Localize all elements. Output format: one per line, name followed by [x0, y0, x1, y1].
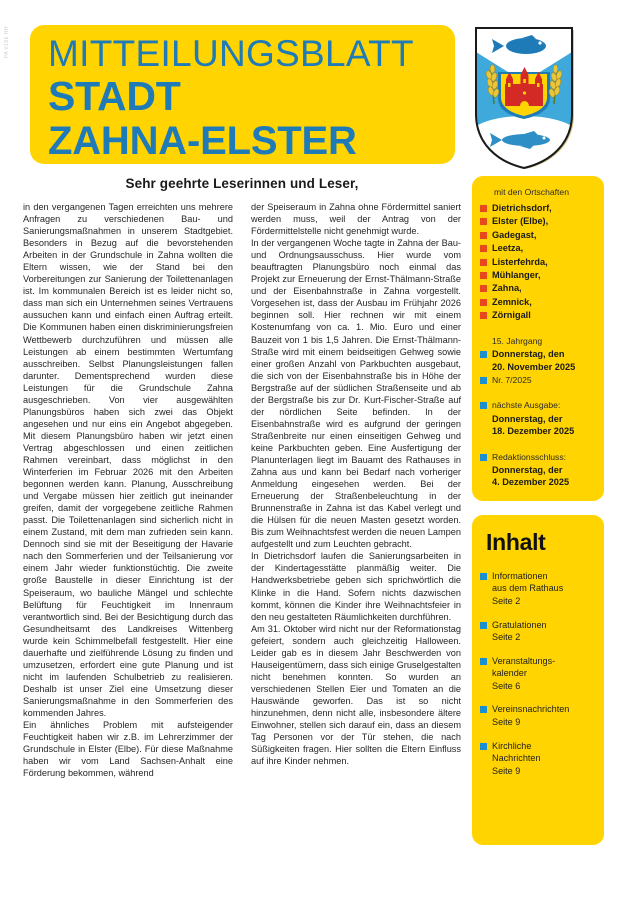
article-columns — [23, 201, 461, 779]
square-bullet-icon — [480, 312, 487, 319]
lead-article — [23, 176, 461, 779]
ortschaft-row — [480, 269, 596, 281]
coat-of-arms-icon — [470, 22, 578, 172]
masthead-title-mitteilungsblatt: MITTEILUNGSBLATT — [48, 33, 414, 74]
square-bullet-icon — [480, 259, 487, 266]
ortschaften-list — [480, 202, 596, 322]
inhalt-item-label: Gratulationen Seite 2 — [492, 619, 547, 643]
article-paragraph: in den vergangenen Tagen erreichten uns mehrere Anfragen zu verschiedenen Bau- und Sanierungsmaßnahmen in unserem Stadtgebiet. Besonders in Bezug auf die bevorstehenden Arbeiten in der Grundschule in Zahna wollten die Eltern wissen, wie der Stand bei den Vorbereitungen zur Sanierung der Toilettenanlagen ist. Im kommunalen Bereich ist es leider nicht so, dass man sich ein Unternehmen seines Vertrauens aussuchen kann und einfach einen Auftrag erteilt. Die Kommunen haben einen diskriminierungsfreien Wettbewerb durchzuführen und müssen alle Leistungen ab einem bestimmten Wertumfang ausschreiben. Selbst Planungsleistungen fallen darunter. Dementsprechend wurden diese Leistungen für die Grundschule Zahna ausgeschrieben. Von vier ausgewählten Planungsbüros haben sich zwei das Objekt angesehen und nur eins ein Angebot abgegeben. Mit diesem Planungsbüro haben wir jetzt einen Vertrag abgeschlossen und einen zeitlichen Rahmen vereinbart, dass möglichst in den Winterferien im Februar 2026 mit den Arbeiten begonnen werden kann. Planung, Ausschreibung und Vergabe müssen hier zeitlich gut ineinander greifen, damit der vorgegebene zeitliche Rahmen passt. Die Toilettenanlagen sind sicherlich nicht in einem Zustand, mit dem man zufrieden sein kann. Dennoch sind sie mit der Beseitigung der Havarie nach den Sommerferien und der Teilsanierung vor einem Jahr wieder funktionstüchtig. Die zweite große Baustelle in dieser Einrichtung ist der Speiseraum, wo bauliche Mängel und schlechte Belüftung für Feuchtigkeit im Innenraum verantwortlich sind. Bei der Besichtigung durch das Gesundheitsamt des Landkreises Wittenberg wurde kein Schimmelbefall festgestellt. Hier eine dauerhafte und zielführende Lösung zu finden und umzusetzen, erfordert eine gute Planung und ist nicht im laufenden Schulbetrieb zu realisieren. Deshalb ist unser Ziel eine Umsetzung dieser Sanierungsmaßnahme in den Sommerferien des kommenden Jahres. — [23, 202, 233, 718]
square-bullet-icon — [480, 218, 487, 225]
article-paragraph: Am 31. Oktober wird nicht nur der Reformationstag gefeiert, sondern auch gleichzeitig Halloween. Leider gab es in diesem Jahr Beschwerden von Hauseigentümern, dass sich einige Gruselgestalten nicht benehmen konnten. So wurden an verschiedenen Stellen Eier und Tomaten an die Hauswände geworfen. Das ist so nicht hinzunehmen, denn nicht alle, insbesondere ältere Einwohner, stellen sich darauf ein, dass an diesem Tag Personen vor der Tür stehen, die nach Süßigkeiten fragen. Hier sollten die Eltern Einfluss auf ihre Kinder nehmen. — [251, 623, 461, 767]
article-column-right — [251, 201, 461, 779]
masthead-banner — [30, 25, 455, 164]
deadline-line2: 4. Dezember 2025 — [492, 477, 570, 488]
masthead-title-stadt: STADT — [48, 73, 181, 119]
jahrgang-label: 15. Jahrgang — [492, 335, 543, 346]
issue-number-row — [480, 374, 596, 386]
square-bullet-icon — [480, 232, 487, 239]
table-of-contents-panel — [472, 515, 604, 845]
jahrgang-row — [480, 335, 596, 347]
article-paragraph: Ein ähnliches Problem mit aufsteigender Feuchtigkeit haben wir z.B. im Lehrerzimmer der Grundschule in Elster (Elbe). Für diese Maßnahme haben wir vom Land Sachsen-Anhalt eine Förderung bekommen, während — [23, 720, 233, 779]
article-column-left — [23, 201, 233, 779]
ortschaft-label: Mühlanger, — [492, 270, 541, 281]
issue-info-panel — [472, 176, 604, 501]
printer-mark: PA 0186 HH — [4, 26, 10, 59]
ortschaft-label: Gadegast, — [492, 229, 537, 240]
masthead-title-zahna-elster: ZAHNA-ELSTER — [48, 119, 357, 163]
next-issue-line1: Donnerstag, der — [492, 413, 563, 424]
ortschaften-caption: mit den Ortschaften — [494, 187, 569, 197]
ortschaft-row — [480, 215, 596, 227]
square-bullet-icon — [480, 351, 487, 358]
ortschaft-row — [480, 242, 596, 254]
square-bullet-icon — [480, 454, 487, 461]
square-bullet-icon — [480, 706, 487, 713]
ortschaft-row — [480, 229, 596, 241]
square-bullet-icon — [480, 285, 487, 292]
ortschaft-label: Zörnigall — [492, 310, 531, 321]
ortschaft-label: Elster (Elbe), — [492, 216, 549, 227]
article-paragraph: In der vergangenen Woche tagte in Zahna der Bau- und Ordnungsausschuss. Hier wurde vom beauftragten Planungsbüro noch einmal das Projekt zur Erneuerung der Ernst-Thälmann-Straße und der Eisenbahnstraße in Zahna vorgestellt. Vorgesehen ist, dass der Ausbau im Frühjahr 2026 beginnen soll. Hier rechnen wir mit einem Kostenumfang von ca. 1. Mio. Euro und einer Bauzeit von 1 bis 1,5 Jahren. Die Ernst-Thälmann-Straße wird mit einem beidseitigen Gehweg sowie einer großen Anzahl von Parkbuchten ausgebaut, die sich von der Eisenbahnstraße bis in Höhe der Bergstraße auf der südlichen Straßenseite und ab der Bergstraße bis zur Dr. Kurt-Fischer-Straße auf der nördlichen Seite befinden. In der Eisenbahnstraße wird es aufgrund der geringen Straßenbreite nur einen einseitigen Gehweg und keine Parkbuchten geben. Eine Ausfertigung der Planunterlagen liegt im Bauamt des Rathauses in Zahna aus und kann bei Bedarf nach vorheriger Anmeldung eingesehen werden. Bei der Erneuerung der Straßenbeleuchtung in der Brunnenstraße in Zahna ist das Kabel verlegt und die Hülsen für die neuen Masten gesetzt worden. Bis zum Weihnachtsfest werden die neuen Lampen aufgestellt und zum Leuchten gebracht. — [251, 238, 461, 550]
square-bullet-icon — [480, 245, 487, 252]
square-bullet-icon — [480, 658, 487, 665]
issue-meta — [480, 335, 596, 387]
inhalt-item[interactable] — [480, 655, 596, 693]
ortschaft-label: Listerfehrda, — [492, 256, 548, 267]
inhalt-item-label: Veranstaltungs- kalender Seite 6 — [492, 655, 556, 691]
ortschaft-label: Zemnick, — [492, 296, 532, 307]
square-bullet-icon — [480, 299, 487, 306]
inhalt-item-label: Vereinsnachrichten Seite 9 — [492, 704, 570, 728]
square-bullet-icon — [480, 272, 487, 279]
inhalt-item-label: Kirchliche Nachrichten Seite 9 — [492, 740, 541, 776]
inhalt-item[interactable] — [480, 703, 596, 728]
deadline-line1: Donnerstag, der — [492, 464, 563, 475]
article-paragraph: der Speiseraum in Zahna ohne Fördermittel saniert werden muss, weil der Antrag von der Fördermittelstelle nicht genehmigt wurde. — [251, 202, 461, 237]
square-bullet-icon — [480, 205, 487, 212]
ortschaft-label: Zahna, — [492, 283, 522, 294]
article-paragraph: In Dietrichsdorf laufen die Sanierungsarbeiten in der Kindertagesstätte planmäßig weiter. Die Handwerksbetriebe geben sich sprichwörtlich die Klinke in die Hand. Sofern nichts dazwischen kommt, können die Kinder ihre Weihnachtsfeier in den neu gestalteten Räumlichkeiten durchführen. — [251, 551, 461, 622]
inhalt-item-label: Informationen aus dem Rathaus Seite 2 — [492, 570, 564, 606]
square-bullet-icon — [480, 377, 487, 384]
inhalt-item[interactable] — [480, 570, 596, 608]
next-issue-line2: 18. Dezember 2025 — [492, 426, 575, 437]
issue-date-line1: Donnerstag, den — [492, 349, 565, 360]
next-issue-meta — [480, 399, 596, 437]
ortschaft-label: Leetza, — [492, 243, 524, 254]
next-issue-label: nächste Ausgabe: — [492, 400, 561, 411]
square-bullet-icon — [480, 402, 487, 409]
article-headline: Sehr geehrte Leserinnen und Leser, — [125, 176, 359, 191]
issue-date-row — [480, 348, 596, 360]
deadline-meta — [480, 451, 596, 489]
deadline-label: Redaktionsschluss: — [492, 451, 567, 462]
inhalt-item[interactable] — [480, 619, 596, 644]
deadline-row — [480, 451, 596, 463]
ortschaft-row — [480, 202, 596, 214]
next-issue-row — [480, 399, 596, 411]
issue-number: Nr. 7/2025 — [492, 374, 532, 385]
ortschaft-row — [480, 309, 596, 321]
ortschaft-label: Dietrichsdorf, — [492, 203, 552, 213]
ortschaft-row — [480, 256, 596, 268]
inhalt-list — [480, 570, 596, 778]
issue-date-line2: 20. November 2025 — [492, 362, 576, 373]
ortschaft-row — [480, 282, 596, 294]
square-bullet-icon — [480, 743, 487, 750]
square-bullet-icon — [480, 573, 487, 580]
inhalt-item[interactable] — [480, 740, 596, 778]
ortschaft-row — [480, 296, 596, 308]
sidebar — [472, 176, 604, 845]
inhalt-title: Inhalt — [486, 528, 546, 555]
square-bullet-icon — [480, 622, 487, 629]
